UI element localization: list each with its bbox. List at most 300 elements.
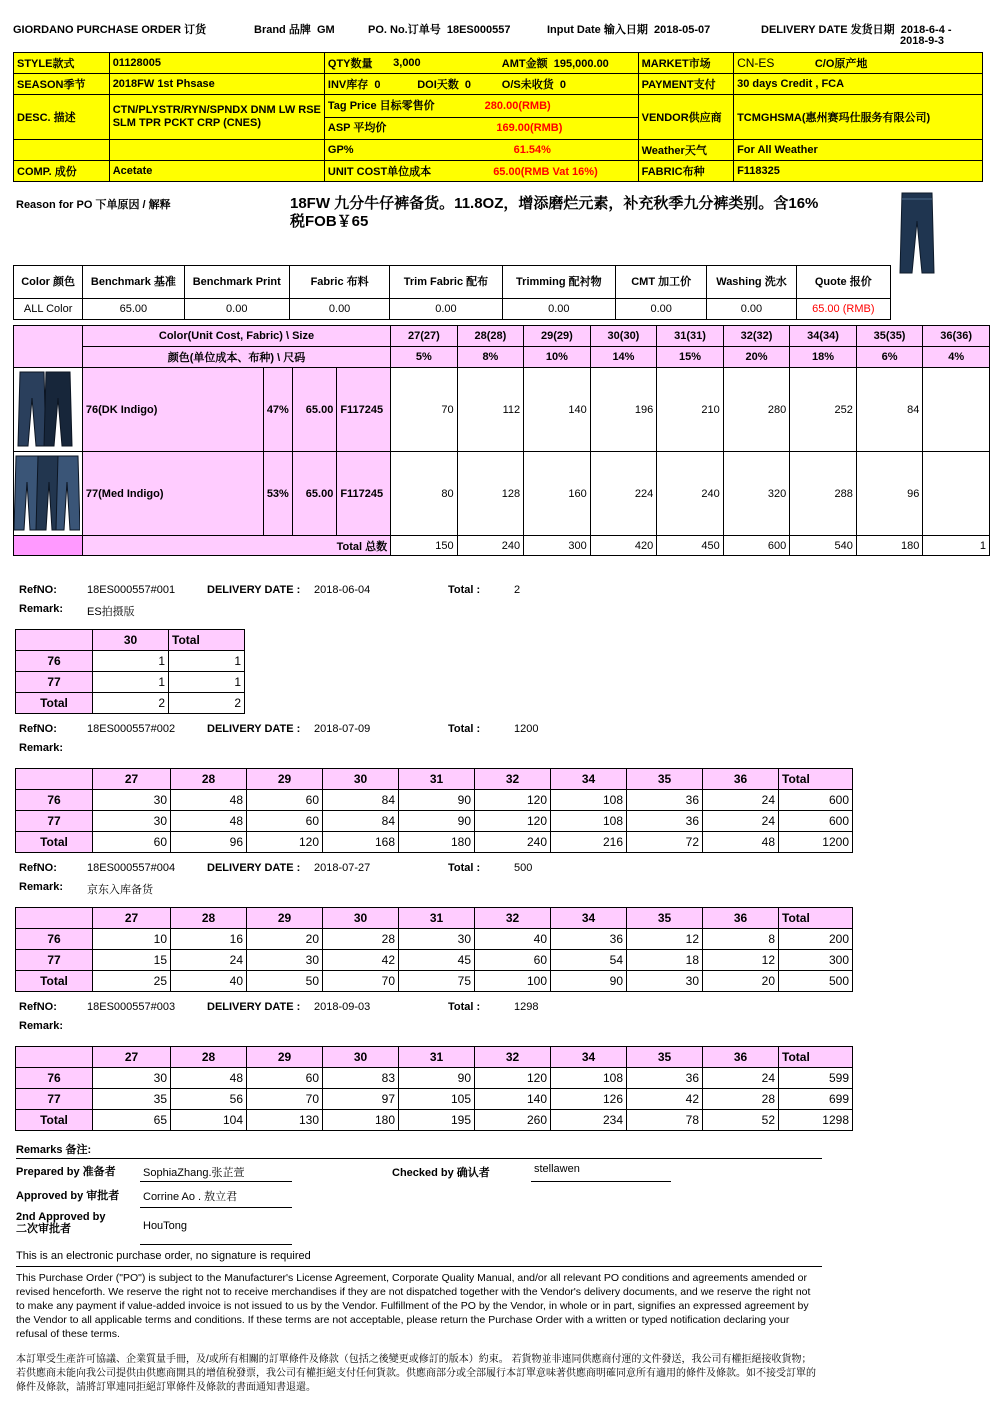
- size-percent: 20%: [723, 347, 790, 368]
- color-row: [14, 452, 990, 536]
- delivery-cell: 97: [323, 1089, 399, 1110]
- delivery-cell: 48: [703, 832, 779, 853]
- delivery-cell: 36: [627, 790, 703, 811]
- total-label: Total :: [448, 723, 481, 735]
- delivery-cell: 600: [779, 790, 853, 811]
- delivery-cell: 60: [475, 950, 551, 971]
- delivery-cell: 180: [399, 832, 475, 853]
- delivery-cell: 36: [627, 1068, 703, 1089]
- delivery-cell: 24: [703, 790, 779, 811]
- delivery-cell: 140: [475, 1089, 551, 1110]
- size-percent: 15%: [657, 347, 724, 368]
- second-approved-label: [16, 1211, 105, 1235]
- delivery-row: [16, 832, 853, 853]
- delivery-header-cell: Total: [779, 1047, 853, 1068]
- total-spacer: [14, 536, 83, 556]
- delivery-date-label: DELIVERY DATE 发货日期: [761, 24, 895, 36]
- delivery-cell: 100: [475, 971, 551, 992]
- delivery-cell: 48: [171, 1068, 247, 1089]
- brand-value: GM: [316, 24, 335, 36]
- delivery-table: [15, 629, 245, 714]
- delivery-cell: 36: [627, 811, 703, 832]
- size-total: 240: [457, 536, 524, 556]
- delivery-header-cell: 34: [551, 908, 627, 929]
- reason-line-2: 税FOB￥65: [290, 213, 369, 230]
- delivery-range-end: 2018-9-3: [900, 35, 945, 47]
- delivery-cell: 36: [551, 929, 627, 950]
- delivery-header-cell: 30: [323, 908, 399, 929]
- delivery-row-label: 76: [16, 1068, 93, 1089]
- second-approved-value: HouTong: [143, 1220, 188, 1232]
- size-header: 31(31): [657, 326, 724, 347]
- size-quantity: 160: [524, 452, 591, 536]
- size-header: 35(35): [856, 326, 923, 347]
- cost-header: Washing 洗水: [707, 266, 796, 299]
- delivery-header-row: [16, 908, 853, 929]
- cost-value: 0.00: [184, 299, 289, 320]
- delivery-header-cell: 30: [323, 1047, 399, 1068]
- delivery-cell: 60: [247, 790, 323, 811]
- delivery-cell: 108: [551, 811, 627, 832]
- delivery-cell: 40: [475, 929, 551, 950]
- delivery-cell: 1: [169, 672, 245, 693]
- delivery-cell: 72: [627, 832, 703, 853]
- delivery-row-label: Total: [16, 832, 93, 853]
- cost-value: 0.00: [502, 299, 615, 320]
- size-quantity: 112: [457, 368, 524, 452]
- prepared-by-label: Prepared by 准备者: [16, 1166, 116, 1178]
- asp-label: ASP 平均价: [327, 122, 387, 134]
- delivery-header-cell: 30: [93, 630, 169, 651]
- delivery-header-cell: 28: [171, 769, 247, 790]
- inv-label: INV库存: [327, 79, 369, 91]
- second-approved-label-cn: 二次审批者: [16, 1223, 71, 1235]
- delivery-cell: 45: [399, 950, 475, 971]
- delivery-cell: 120: [475, 1068, 551, 1089]
- delivery-cell: 50: [247, 971, 323, 992]
- size-quantity: 84: [856, 368, 923, 452]
- cost-value: 0.00: [616, 299, 707, 320]
- remark-value: 京东入库备货: [87, 884, 153, 896]
- cost-header: Trim Fabric 配布: [390, 266, 502, 299]
- amt-value: 195,000.00: [553, 58, 609, 70]
- delivery-cell: 42: [627, 1089, 703, 1110]
- delivery-cell: 30: [93, 790, 171, 811]
- delivery-header-cell: 27: [93, 769, 171, 790]
- delivery-row-label: Total: [16, 1110, 93, 1131]
- cost-header: Fabric 布料: [289, 266, 389, 299]
- size-total: 420: [590, 536, 657, 556]
- size-header: 28(28): [457, 326, 524, 347]
- amt-label: AMT金额: [501, 58, 548, 70]
- payment-value: 30 days Credit , FCA: [734, 74, 983, 95]
- delivery-header-cell: [16, 630, 93, 651]
- color-percent: 47%: [263, 368, 292, 452]
- delivery-row-label: 77: [16, 811, 93, 832]
- cost-header: Trimming 配衬物: [502, 266, 615, 299]
- total-value: 500: [514, 862, 533, 874]
- delivery-cell: 234: [551, 1110, 627, 1131]
- delivery-cell: 30: [93, 811, 171, 832]
- terms-chinese: 本訂單受生產許可協議、企業質量手冊，及/或所有相關的訂單條件及條款（包括之後變更或修訂的版本）約束。 若貨物並非連同供應商付運的文件發送，我公司有權拒絕接收貨物；若供應商未能向我公司提供由供應商開具的增值稅發票，我公司有權拒絕支付任何貨款。供應商部分或全部履行本訂單意味著供應商明確同意所有適用的條件及條款。如不接受訂單的條件及條款，請將訂單連同拒絕訂單條件及條款的書面通知書退還。: [16, 1354, 816, 1393]
- cost-value: 0.00: [707, 299, 796, 320]
- delivery-date-value: 2018-07-09: [314, 723, 371, 735]
- color-fabric: F117245: [337, 368, 391, 452]
- delivery-header-cell: 34: [551, 1047, 627, 1068]
- desc-line-1: CTN/PLYSTR/RYN/SPNDX DNM LW RSE: [112, 104, 321, 116]
- remark-label: Remark:: [19, 742, 64, 754]
- size-quantity: [923, 368, 990, 452]
- delivery-cell: 240: [475, 832, 551, 853]
- delivery-cell: 90: [399, 790, 475, 811]
- delivery-cell: 200: [779, 929, 853, 950]
- color-size-header: Color(Unit Cost, Fabric) \ Size: [82, 326, 390, 347]
- delivery-header-row: [16, 630, 245, 651]
- size-total: 600: [723, 536, 790, 556]
- prepared-by-value: SophiaZhang.张芷萱: [143, 1167, 245, 1179]
- input-date-field: [547, 21, 710, 37]
- delivery-header-cell: 32: [475, 908, 551, 929]
- refno-value: 18ES000557#004: [87, 862, 176, 874]
- qty-value: 3,000: [390, 53, 499, 74]
- delivery-cell: 24: [703, 1068, 779, 1089]
- total-value: 2: [514, 584, 521, 596]
- delivery-header-cell: 34: [551, 769, 627, 790]
- delivery-header-cell: 36: [703, 769, 779, 790]
- delivery-cell: 1298: [779, 1110, 853, 1131]
- checked-by-label: Checked by 确认者: [392, 1167, 490, 1179]
- delivery-header-cell: 32: [475, 1047, 551, 1068]
- remark-label: Remark:: [19, 1020, 64, 1032]
- delivery-cell: 180: [323, 1110, 399, 1131]
- size-total: 180: [856, 536, 923, 556]
- approved-by-value: Corrine Ao . 敖立君: [143, 1191, 238, 1203]
- delivery-cell: 84: [323, 790, 399, 811]
- size-header: 29(29): [524, 326, 591, 347]
- delivery-cell: 20: [247, 929, 323, 950]
- delivery-cell: 2: [169, 693, 245, 714]
- delivery-cell: 130: [247, 1110, 323, 1131]
- delivery-table: [15, 907, 853, 992]
- delivery-date-label: DELIVERY DATE :: [207, 862, 301, 874]
- second-approved-label-en: 2nd Approved by: [16, 1211, 106, 1223]
- size-quantity: 288: [790, 452, 857, 536]
- delivery-header-cell: 29: [247, 908, 323, 929]
- reason-text: [290, 195, 818, 231]
- jeans-icon: [14, 452, 80, 532]
- delivery-cell: 1: [93, 672, 169, 693]
- comp-value: Acetate: [109, 161, 324, 182]
- inv-value: 0: [374, 79, 381, 91]
- delivery-row: [16, 1110, 853, 1131]
- delivery-cell: 70: [247, 1089, 323, 1110]
- market-value: CN-ES: [734, 53, 812, 74]
- corner-cell: [14, 326, 83, 368]
- delivery-cell: 2: [93, 693, 169, 714]
- delivery-cell: 18: [627, 950, 703, 971]
- delivery-cell: 168: [323, 832, 399, 853]
- delivery-cell: 90: [399, 811, 475, 832]
- cost-header: Benchmark 基准: [83, 266, 184, 299]
- size-percent: 14%: [590, 347, 657, 368]
- season-label: SEASON季节: [14, 74, 110, 95]
- delivery-cell: 48: [171, 790, 247, 811]
- delivery-cell: 96: [171, 832, 247, 853]
- cost-header: Color 颜色: [14, 266, 83, 299]
- delivery-header-cell: 31: [399, 769, 475, 790]
- delivery-cell: 56: [171, 1089, 247, 1110]
- style-value: 01128005: [109, 53, 324, 74]
- delivery-row-label: Total: [16, 971, 93, 992]
- delivery-range-start: 2018-6-4 -: [900, 24, 952, 36]
- delivery-header-cell: [16, 769, 93, 790]
- total-label: Total :: [448, 1001, 481, 1013]
- total-value: 1298: [514, 1001, 539, 1013]
- delivery-cell: 78: [627, 1110, 703, 1131]
- weather-label: Weather天气: [638, 140, 733, 161]
- fabric-label: FABRIC布种: [638, 161, 733, 182]
- delivery-date-label: DELIVERY DATE :: [207, 584, 301, 596]
- delivery-cell: 30: [627, 971, 703, 992]
- delivery-cell: 84: [323, 811, 399, 832]
- jeans-thumbnail: [894, 191, 940, 275]
- delivery-row: [16, 790, 853, 811]
- delivery-cell: 28: [703, 1089, 779, 1110]
- delivery-cell: 35: [93, 1089, 171, 1110]
- size-quantity: 252: [790, 368, 857, 452]
- desc-line-2: SLM TPR PCKT CRP (CNES): [112, 117, 261, 129]
- delivery-row: [16, 672, 245, 693]
- input-date: 2018-05-07: [653, 24, 711, 36]
- delivery-row: [16, 1068, 853, 1089]
- delivery-cell: 1: [169, 651, 245, 672]
- qty-label: QTY数量: [324, 53, 390, 74]
- delivery-header-cell: 29: [247, 1047, 323, 1068]
- cost-value: 0.00: [390, 299, 502, 320]
- po-number-field: [368, 21, 510, 37]
- delivery-header-cell: 31: [399, 908, 475, 929]
- delivery-row: [16, 929, 853, 950]
- os-label: O/S未收货: [501, 79, 554, 91]
- cost-value: 65.00: [83, 299, 184, 320]
- delivery-header-cell: 36: [703, 1047, 779, 1068]
- delivery-header-cell: 35: [627, 1047, 703, 1068]
- size-quantity: 96: [856, 452, 923, 536]
- delivery-cell: 48: [171, 811, 247, 832]
- delivery-row-label: 77: [16, 950, 93, 971]
- market-label: MARKET市场: [638, 53, 733, 74]
- delivery-cell: 65: [93, 1110, 171, 1131]
- delivery-row-label: 77: [16, 672, 93, 693]
- delivery-row-label: 76: [16, 651, 93, 672]
- color-unit-cost: 65.00: [292, 368, 336, 452]
- size-quantity: 70: [391, 368, 458, 452]
- weather-value: For All Weather: [734, 140, 983, 161]
- delivery-header-cell: [16, 1047, 93, 1068]
- delivery-header-cell: 30: [323, 769, 399, 790]
- season-value: 2018FW 1st Phsase: [109, 74, 324, 95]
- cost-breakdown-table: [13, 265, 891, 320]
- tag-price-value: 280.00(RMB): [484, 100, 551, 112]
- delivery-header-cell: [16, 908, 93, 929]
- delivery-date-value: 2018-07-27: [314, 862, 371, 874]
- electronic-notice: This is an electronic purchase order, no signature is required: [16, 1250, 311, 1262]
- delivery-cell: 599: [779, 1068, 853, 1089]
- size-percent: 18%: [790, 347, 857, 368]
- total-value: 1200: [514, 723, 539, 735]
- size-quantity: 128: [457, 452, 524, 536]
- delivery-header-row: [16, 769, 853, 790]
- delivery-header-cell: 36: [703, 908, 779, 929]
- size-quantity: 140: [524, 368, 591, 452]
- total-label: Total 总数: [82, 536, 390, 556]
- comp-label: COMP. 成份: [14, 161, 110, 182]
- delivery-cell: 30: [399, 929, 475, 950]
- doi-label: DOI天数: [417, 79, 459, 91]
- company-title: GIORDANO PURCHASE ORDER 订货: [13, 24, 207, 36]
- delivery-cell: 108: [551, 1068, 627, 1089]
- size-total: 1: [923, 536, 990, 556]
- size-percent: 10%: [524, 347, 591, 368]
- remarks-label: Remarks 备注:: [16, 1144, 92, 1156]
- delivery-cell: 300: [779, 950, 853, 971]
- delivery-cell: 60: [247, 1068, 323, 1089]
- delivery-header-cell: 35: [627, 908, 703, 929]
- delivery-cell: 60: [247, 811, 323, 832]
- reason-label: Reason for PO 下单原因 / 解释: [16, 199, 171, 211]
- refno-value: 18ES000557#003: [87, 1001, 176, 1013]
- size-quantity: 240: [657, 452, 724, 536]
- refno-value: 18ES000557#001: [87, 584, 176, 596]
- po-number: 18ES000557: [446, 24, 511, 36]
- delivery-header-cell: Total: [779, 908, 853, 929]
- delivery-date-value: 2018-06-04: [314, 584, 371, 596]
- delivery-row: [16, 1089, 853, 1110]
- cost-header: CMT 加工价: [616, 266, 707, 299]
- size-total: 540: [790, 536, 857, 556]
- vendor-value: TCMGHSMA(惠州赛玛仕服务有限公司): [734, 95, 983, 140]
- unit-cost-label: UNIT COST单位成本: [327, 166, 432, 178]
- size-total: 150: [391, 536, 458, 556]
- delivery-date-value: 2018-09-03: [314, 1001, 371, 1013]
- refno-label: RefNO:: [19, 862, 57, 874]
- cost-header: Benchmark Print: [184, 266, 289, 299]
- jeans-icon: [14, 368, 80, 448]
- size-percent: 5%: [391, 347, 458, 368]
- cost-value: ALL Color: [14, 299, 83, 320]
- delivery-header-cell: 27: [93, 908, 171, 929]
- total-label: Total :: [448, 862, 481, 874]
- delivery-cell: 30: [93, 1068, 171, 1089]
- delivery-cell: 75: [399, 971, 475, 992]
- delivery-cell: 90: [551, 971, 627, 992]
- size-header: 27(27): [391, 326, 458, 347]
- tag-price-label: Tag Price 目标零售价: [327, 100, 435, 112]
- delivery-row: [16, 651, 245, 672]
- delivery-cell: 216: [551, 832, 627, 853]
- cost-value: 65.00 (RMB): [796, 299, 890, 320]
- approved-by-label: Approved by 审批者: [16, 1190, 120, 1202]
- color-name: 76(DK Indigo): [82, 368, 263, 452]
- delivery-header-cell: 29: [247, 769, 323, 790]
- fabric-value: F118325: [737, 165, 780, 177]
- delivery-cell: 10: [93, 929, 171, 950]
- delivery-cell: 52: [703, 1110, 779, 1131]
- delivery-header-cell: Total: [779, 769, 853, 790]
- delivery-row-label: 77: [16, 1089, 93, 1110]
- delivery-row: [16, 693, 245, 714]
- delivery-cell: 120: [475, 811, 551, 832]
- brand-field: [254, 21, 335, 37]
- delivery-row-label: 76: [16, 929, 93, 950]
- payment-label: PAYMENT支付: [638, 74, 733, 95]
- delivery-cell: 195: [399, 1110, 475, 1131]
- vendor-label: VENDOR供应商: [638, 95, 733, 140]
- gp-label: GP%: [327, 144, 354, 156]
- size-percent: 6%: [856, 347, 923, 368]
- reason-line-1: 18FW 九分牛仔裤备货。11.8OZ，增添磨烂元素，补充秋季九分裤类别。含16%: [290, 195, 819, 212]
- delivery-row-label: Total: [16, 693, 93, 714]
- delivery-cell: 104: [171, 1110, 247, 1131]
- delivery-cell: 12: [703, 950, 779, 971]
- delivery-row: [16, 811, 853, 832]
- size-header: 34(34): [790, 326, 857, 347]
- delivery-header-cell: 28: [171, 1047, 247, 1068]
- delivery-header-cell: Total: [169, 630, 245, 651]
- color-fabric: F117245: [337, 452, 391, 536]
- delivery-cell: 28: [323, 929, 399, 950]
- asp-value: 169.00(RMB): [496, 122, 563, 134]
- refno-label: RefNO:: [19, 1001, 57, 1013]
- delivery-cell: 600: [779, 811, 853, 832]
- delivery-header-cell: 32: [475, 769, 551, 790]
- delivery-cell: 8: [703, 929, 779, 950]
- delivery-cell: 30: [247, 950, 323, 971]
- delivery-row-label: 76: [16, 790, 93, 811]
- size-quantity-table: [13, 325, 990, 556]
- color-percent: 53%: [263, 452, 292, 536]
- delivery-cell: 126: [551, 1089, 627, 1110]
- desc-label: DESC. 描述: [14, 95, 110, 140]
- color-swatch-image: [14, 452, 83, 536]
- po-info-table: [13, 52, 983, 182]
- delivery-table: [15, 768, 853, 853]
- checked-by-value: stellawen: [534, 1163, 580, 1175]
- refno-label: RefNO:: [19, 584, 57, 596]
- delivery-cell: 42: [323, 950, 399, 971]
- size-quantity: 280: [723, 368, 790, 452]
- delivery-cell: 105: [399, 1089, 475, 1110]
- input-date-label: Input Date 输入日期: [547, 24, 648, 36]
- delivery-cell: 83: [323, 1068, 399, 1089]
- delivery-cell: 699: [779, 1089, 853, 1110]
- delivery-cell: 24: [171, 950, 247, 971]
- delivery-cell: 108: [551, 790, 627, 811]
- cost-header: Quote 报价: [796, 266, 890, 299]
- cost-value: 0.00: [289, 299, 389, 320]
- delivery-table: [15, 1046, 853, 1131]
- refno-value: 18ES000557#002: [87, 723, 176, 735]
- color-unit-cost: 65.00: [292, 452, 336, 536]
- size-quantity: [923, 452, 990, 536]
- terms-english: This Purchase Order ("PO") is subject to the Manufacturer's License Agreement, Corporate Quality Manual, and/or all relevant PO conditions and agreements amended or revised henceforth. We reserve the right not to receive merchandises if they are not dispatched together with the Vendor's delivery documents, and we reserve the right not to make any payment if value-added invoice is not issued to us by the Vendor. Fulfillment of the PO by the Vendor, in whole or in part, signifies an expressed agreement by the Vendor to all applicable terms and conditions. If these terms are not acceptable, please return the Purchase Order with a written or typed notification declaring your refusal of these terms.: [16, 1272, 811, 1340]
- color-name: 77(Med Indigo): [82, 452, 263, 536]
- unit-cost-value: 65.00(RMB Vat 16%): [493, 166, 598, 178]
- size-header: 36(36): [923, 326, 990, 347]
- co-label: C/O原产地: [812, 53, 983, 74]
- delivery-cell: 60: [93, 832, 171, 853]
- delivery-cell: 260: [475, 1110, 551, 1131]
